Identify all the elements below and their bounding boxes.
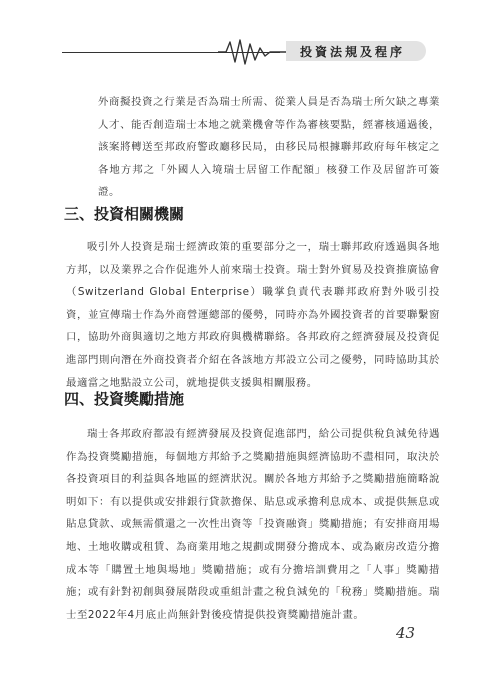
paragraph-investment-agencies: 吸引外人投資是瑞士經濟政策的重要部分之一，瑞士聯邦政府透過與各地方邦，以及業界之合作促進外人前來瑞士投資。瑞士對外貿易及投資推廣協會（Switzerland Global Enterprise）職掌負責代表聯邦政府對外吸引投資，並宣傳瑞士作為外商營運總部的優勢，同時亦為外國投資者的首要聯繫窗口，協助外商與適切之地方邦政府與機構聯絡。各邦政府之經濟發展及投資促進部門則向潛在外商投資者介紹在各該地方邦設立公司之優勢，同時協助其於最適當之地點設立公司，就地提供支援與相關服務。	[66, 241, 440, 389]
section-heading-investment-incentives: 四、投資獎勵措施	[64, 390, 185, 408]
header-title: 投資法規及程序	[300, 45, 406, 59]
page-header	[0, 0, 480, 70]
paragraph-review-criteria: 外商擬投資之行業是否為瑞士所需、從業人員是否為瑞士所欠缺之專業人才、能否創造瑞士本地之就業機會等作為審核要點，經審核通過後，該案將轉送至邦政府警政廳移民局，由移民局根據聯邦政府每年核定之各地方邦之「外國人入境瑞士居留工作配額」核發工作及居留許可簽證。	[98, 96, 440, 199]
paragraph-investment-incentives: 瑞士各邦政府都設有經濟發展及投資促進部門，給公司提供稅負減免待遇作為投資獎勵措施，每個地方邦給予之獎勵措施與經濟協助不盡相同，取決於各投資項目的利益與各地區的經濟狀況。關於各地方邦給予之獎勵措施簡略說明如下：有以提供或安排銀行貸款擔保、貼息或承擔利息成本、或提供無息或貼息貸款、或無需償還之一次性出資等「投資融資」獎勵措施；有安排商用場地、土地收購或租賃、為商業用地之規劃或開發分擔成本、或為廠房改造分擔成本等「購置土地與場地」獎勵措施；或有分擔培訓費用之「人事」獎勵措施；或有針對初創與發展階段或重組計畫之稅負減免的「稅務」獎勵措施。瑞士至2022年4月底止尚無針對後疫情提供投資獎勵措施計畫。	[66, 428, 440, 621]
page-number: 43	[396, 624, 416, 642]
heartbeat-wave-icon	[218, 38, 286, 66]
section-heading-investment-agencies: 三、投資相關機關	[64, 205, 185, 223]
